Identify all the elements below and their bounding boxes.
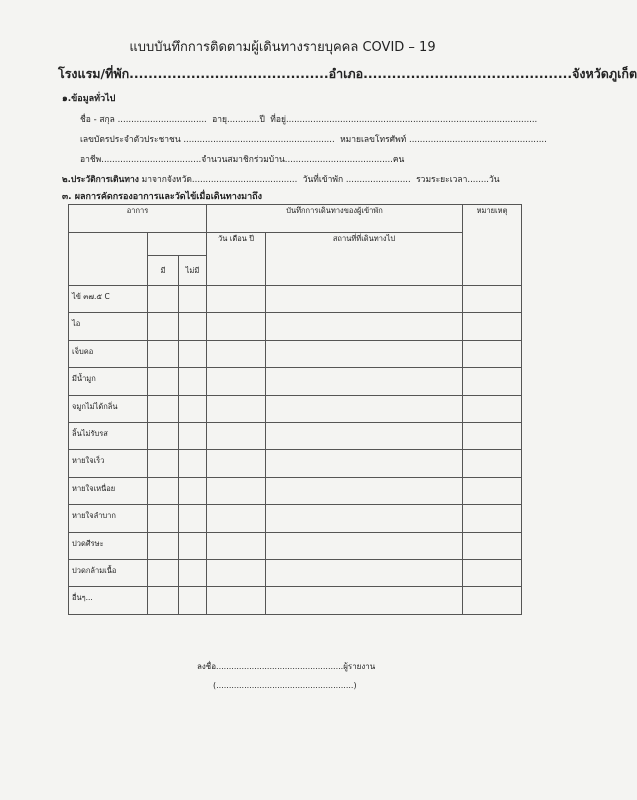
section2-heading: ๒.ประวัติการเดินทาง xyxy=(62,175,139,185)
phone-field[interactable]: ................................................... xyxy=(409,135,547,145)
symptom-label: หายใจลำบาก xyxy=(69,505,148,532)
symptom-label: ปวดศีรษะ xyxy=(69,532,148,559)
from-label: มาจากจังหวัด xyxy=(141,175,192,185)
travel-line xyxy=(62,172,500,186)
remark-cell[interactable] xyxy=(463,395,522,422)
district-field[interactable]: ............................................ xyxy=(363,66,573,81)
district-label: อำเภอ xyxy=(328,66,364,81)
date-cell[interactable] xyxy=(207,368,266,395)
signature-name-field[interactable]: (......................................................) xyxy=(213,681,357,690)
sign-label: ลงชื่อ xyxy=(197,662,217,671)
date-cell[interactable] xyxy=(207,477,266,504)
header-place: สถานที่ที่เดินทางไป xyxy=(266,233,463,286)
arrival-field[interactable]: ........................ xyxy=(345,175,411,185)
remark-cell[interactable] xyxy=(463,587,522,614)
section3-heading: ๓. ผลการคัดกรองอาการและวัดไข้เมื่อเดินทางมาถึง xyxy=(62,192,262,202)
symptom-label: อื่นๆ... xyxy=(69,587,148,614)
name-age-line xyxy=(80,112,537,126)
date-cell[interactable] xyxy=(207,313,266,340)
no-cell[interactable] xyxy=(179,532,207,559)
form-title: แบบบันทึกการติดตามผู้เดินทางรายบุคคล COVID – 19 xyxy=(129,40,436,55)
address-label: ที่อยู่ xyxy=(270,115,286,125)
hotel-field[interactable]: .......................................... xyxy=(129,66,329,81)
symptom-label: ไอ xyxy=(69,313,148,340)
header-symptom: อาการ xyxy=(69,205,207,233)
header-date: วัน เดือน ปี xyxy=(207,233,266,286)
table-row xyxy=(69,505,522,532)
remark-cell[interactable] xyxy=(463,477,522,504)
remark-cell[interactable] xyxy=(463,559,522,586)
no-cell[interactable] xyxy=(179,477,207,504)
total-label: รวมระยะเวลา xyxy=(416,175,468,185)
no-cell[interactable] xyxy=(179,340,207,367)
reporter-label: ผู้รายงาน xyxy=(343,662,376,671)
id-field[interactable]: ........................................................ xyxy=(183,135,335,145)
header-remark: หมายเหตุ xyxy=(463,205,522,286)
symptom-label: หายใจเหนื่อย xyxy=(69,477,148,504)
table-row xyxy=(69,477,522,504)
arrival-label: วันที่เข้าพัก xyxy=(302,175,344,185)
yes-cell[interactable] xyxy=(148,340,179,367)
occupation-field[interactable]: ..................................... xyxy=(101,155,202,165)
no-cell[interactable] xyxy=(179,395,207,422)
remark-cell[interactable] xyxy=(463,532,522,559)
name-field[interactable]: ................................. xyxy=(117,115,207,125)
place-cell[interactable] xyxy=(266,395,463,422)
place-cell[interactable] xyxy=(266,340,463,367)
household-field[interactable]: ........................................ xyxy=(284,155,393,165)
table-row xyxy=(69,395,522,422)
age-unit: ปี xyxy=(259,115,265,125)
table-row xyxy=(69,532,522,559)
occupation-label: อาชีพ xyxy=(80,155,102,165)
remark-cell[interactable] xyxy=(463,340,522,367)
header-no: ไม่มี xyxy=(179,256,207,286)
date-cell[interactable] xyxy=(207,422,266,449)
household-label: จำนวนสมาชิกร่วมบ้าน xyxy=(201,155,285,165)
symptom-label: ลิ้นไม่รับรส xyxy=(69,422,148,449)
no-cell[interactable] xyxy=(179,368,207,395)
total-field[interactable]: ........ xyxy=(467,175,490,185)
no-cell[interactable] xyxy=(179,450,207,477)
symptom-label: ไข้ ๓๗.๕ C xyxy=(69,286,148,313)
yes-cell[interactable] xyxy=(148,313,179,340)
table-row xyxy=(69,313,522,340)
yes-cell[interactable] xyxy=(148,286,179,313)
no-cell[interactable] xyxy=(179,587,207,614)
remark-cell[interactable] xyxy=(463,368,522,395)
date-cell[interactable] xyxy=(207,395,266,422)
symptom-label: หายใจเร็ว xyxy=(69,450,148,477)
symptom-label: มีน้ำมูก xyxy=(69,368,148,395)
yes-cell[interactable] xyxy=(148,587,179,614)
remark-cell[interactable] xyxy=(463,313,522,340)
table-row xyxy=(69,559,522,586)
table-row xyxy=(69,286,522,313)
table-row xyxy=(69,587,522,614)
yes-cell[interactable] xyxy=(148,422,179,449)
hotel-header xyxy=(58,64,637,84)
no-cell[interactable] xyxy=(179,422,207,449)
id-phone-line xyxy=(80,132,547,146)
symptom-label: จมูกไม่ได้กลิ่น xyxy=(69,395,148,422)
symptom-table xyxy=(68,204,522,615)
table-row xyxy=(69,368,522,395)
place-cell[interactable] xyxy=(266,368,463,395)
place-cell[interactable] xyxy=(266,559,463,586)
symptom-label: ปวดกล้ามเนื้อ xyxy=(69,559,148,586)
no-cell[interactable] xyxy=(179,559,207,586)
header-symptom-blank xyxy=(69,233,148,286)
no-cell[interactable] xyxy=(179,286,207,313)
place-cell[interactable] xyxy=(266,450,463,477)
age-label: อายุ xyxy=(212,115,228,125)
from-field[interactable]: ....................................... xyxy=(191,175,298,185)
place-cell[interactable] xyxy=(266,422,463,449)
place-cell[interactable] xyxy=(266,286,463,313)
no-cell[interactable] xyxy=(179,313,207,340)
signature-field[interactable]: .................................................. xyxy=(216,662,344,671)
id-label: เลขบัตรประจำตัวประชาชน xyxy=(80,135,181,145)
remark-cell[interactable] xyxy=(463,505,522,532)
name-label: ชื่อ - สกุล xyxy=(80,115,115,125)
table-row xyxy=(69,450,522,477)
table-row xyxy=(69,422,522,449)
section1-heading: ๑.ข้อมูลทั่วไป xyxy=(62,94,116,104)
date-cell[interactable] xyxy=(207,286,266,313)
date-cell[interactable] xyxy=(207,505,266,532)
date-cell[interactable] xyxy=(207,559,266,586)
header-travel-record: บันทึกการเดินทางของผู้เข้าพัก xyxy=(207,205,463,233)
date-cell[interactable] xyxy=(207,587,266,614)
place-cell[interactable] xyxy=(266,505,463,532)
remark-cell[interactable] xyxy=(463,286,522,313)
table-row xyxy=(69,340,522,367)
yes-cell[interactable] xyxy=(148,368,179,395)
place-cell[interactable] xyxy=(266,477,463,504)
address-field[interactable]: ............................................................................................. xyxy=(285,115,538,125)
place-cell[interactable] xyxy=(266,532,463,559)
date-cell[interactable] xyxy=(207,340,266,367)
date-cell[interactable] xyxy=(207,450,266,477)
yes-cell[interactable] xyxy=(148,532,179,559)
header-yesno-blank xyxy=(148,233,207,256)
yes-cell[interactable] xyxy=(148,505,179,532)
remark-cell[interactable] xyxy=(463,422,522,449)
date-cell[interactable] xyxy=(207,532,266,559)
hotel-label: โรงแรม/ที่พัก xyxy=(58,66,130,81)
yes-cell[interactable] xyxy=(148,477,179,504)
place-cell[interactable] xyxy=(266,313,463,340)
yes-cell[interactable] xyxy=(148,450,179,477)
symptom-label: เจ็บคอ xyxy=(69,340,148,367)
province-label: จังหวัดภูเก็ต xyxy=(572,66,637,81)
occupation-line xyxy=(80,152,404,166)
household-unit: คน xyxy=(392,155,405,165)
header-yes: มี xyxy=(148,256,179,286)
signature-line xyxy=(197,660,375,673)
phone-label: หมายเลขโทรศัพท์ xyxy=(340,135,407,145)
age-field[interactable]: ............ xyxy=(227,115,260,125)
no-cell[interactable] xyxy=(179,505,207,532)
yes-cell[interactable] xyxy=(148,395,179,422)
place-cell[interactable] xyxy=(266,587,463,614)
remark-cell[interactable] xyxy=(463,450,522,477)
total-unit: วัน xyxy=(489,175,500,185)
yes-cell[interactable] xyxy=(148,559,179,586)
